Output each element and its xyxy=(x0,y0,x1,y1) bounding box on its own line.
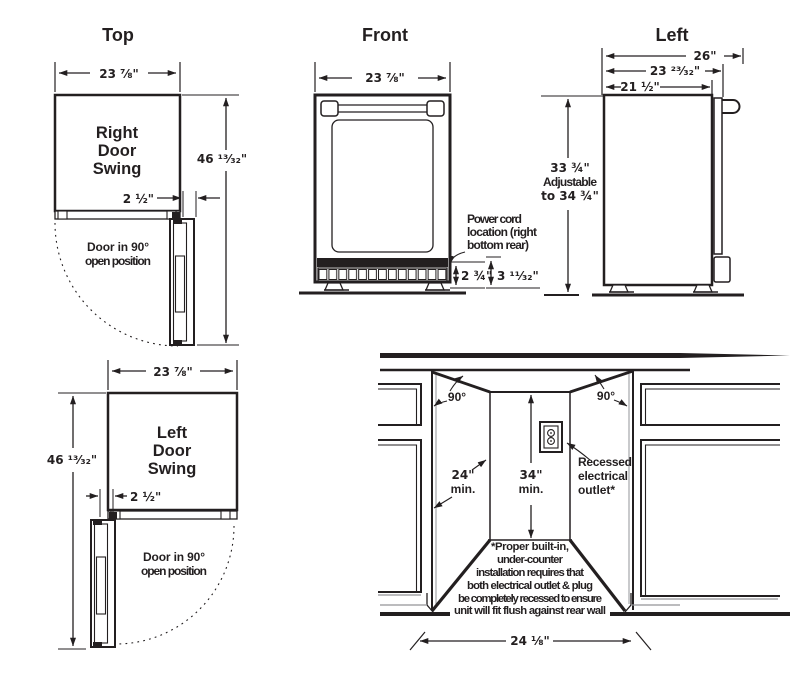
footnote-line: *Proper built-in, xyxy=(491,541,569,553)
side-depth-dimensions xyxy=(602,48,743,97)
angle-label: 90° xyxy=(447,390,467,404)
installation-width-label: 24 ⅛" xyxy=(510,634,550,648)
depth-door-label: 23 ²³⁄₃₂" xyxy=(649,64,701,78)
right-door-swing-label xyxy=(93,124,142,178)
door-note-line: Door in 90° xyxy=(143,550,205,564)
ls-height-dimension-label: 46 ¹³⁄₃₂" xyxy=(46,453,98,467)
top-width-dimension xyxy=(55,62,180,92)
countertop xyxy=(380,353,790,370)
swing-label-line: Left xyxy=(156,424,188,442)
door-note-line: open position xyxy=(141,564,207,578)
footnote-line: be completely recessed to ensure xyxy=(458,593,602,605)
height-min-callout xyxy=(519,395,544,538)
swing-label-line: Swing xyxy=(147,460,197,478)
front-view xyxy=(299,25,540,293)
ls-width-dimension-label: 23 ⅞" xyxy=(153,365,193,379)
outlet-label-line: outlet* xyxy=(578,483,615,497)
front-unit-outline xyxy=(315,95,450,282)
depth-body-label: 21 ½" xyxy=(620,80,660,94)
angle-label: 90° xyxy=(596,389,616,403)
footnote-line: installation requires that xyxy=(476,567,584,579)
angle-callout-left xyxy=(434,376,466,406)
outlet-label-line: electrical xyxy=(578,469,628,483)
front-base-dimensions xyxy=(450,257,540,288)
top-width-dimension-label: 23 ⅞" xyxy=(99,67,139,81)
power-cord-note-line: location (right xyxy=(467,225,537,239)
door-swing-arc xyxy=(116,526,234,644)
front-view-title: Front xyxy=(362,25,408,45)
swing-label-line: Door xyxy=(97,142,137,160)
front-kick-band xyxy=(317,258,448,267)
depth-overall-label: 26" xyxy=(693,49,717,63)
footnote-line: under-counter xyxy=(497,554,563,566)
side-view xyxy=(541,25,744,295)
electrical-outlet-icon xyxy=(540,422,562,452)
side-door-edge xyxy=(714,98,722,254)
installation-view xyxy=(378,353,790,650)
swing-label-line: Right xyxy=(95,124,139,142)
ls-door-gap-label: 2 ½" xyxy=(130,490,162,504)
depth-min-callout xyxy=(434,460,486,508)
top-view xyxy=(55,25,247,346)
height-note-line: Adjustable xyxy=(543,175,597,189)
ls-open-door xyxy=(91,520,115,647)
door-note-line: open position xyxy=(85,254,151,268)
top-door-note xyxy=(85,240,151,268)
ls-cabinet-front-strip xyxy=(108,511,237,519)
outlet-callout xyxy=(567,443,632,497)
height-note-line: 33 ¾" xyxy=(550,161,590,175)
outlet-label-line: Recessed xyxy=(578,455,632,469)
installation-width-dimension xyxy=(410,632,651,650)
kick-height-label: 2 ¾" xyxy=(461,269,493,283)
base-height-label: 3 ¹¹⁄₃₂" xyxy=(497,269,539,283)
right-cabinet-panels xyxy=(631,384,780,605)
height-min-line: 34" xyxy=(519,468,543,482)
left-cabinet-panels xyxy=(378,384,427,605)
top-cabinet-front-strip xyxy=(55,211,180,219)
front-width-dimension-label: 23 ⅞" xyxy=(365,71,405,85)
left-door-swing-view xyxy=(47,360,237,649)
footnote-line: both electrical outlet & plug xyxy=(467,580,593,592)
front-ventilation-grille xyxy=(318,268,447,281)
ls-width-dimension xyxy=(108,360,237,390)
depth-min-line: 24" xyxy=(451,468,475,482)
height-min-line: min. xyxy=(518,482,544,496)
power-cord-note-line: Power cord xyxy=(467,212,522,226)
side-view-title: Left xyxy=(655,25,689,45)
top-door-gap-label: 2 ½" xyxy=(122,192,154,206)
side-body-outline xyxy=(604,95,712,285)
installation-footnote xyxy=(450,541,610,617)
top-view-title: Top xyxy=(102,25,134,45)
door-note-line: Door in 90° xyxy=(87,240,149,254)
power-cord-note xyxy=(450,212,537,264)
side-door-handle xyxy=(722,100,740,113)
ls-door-note xyxy=(141,550,207,578)
footnote-line: unit will fit flush against rear wall xyxy=(454,605,606,617)
side-height-dimension xyxy=(541,96,604,292)
depth-min-line: min. xyxy=(450,482,476,496)
swing-label-line: Swing xyxy=(92,160,142,178)
top-height-dimension-label: 46 ¹³⁄₃₂" xyxy=(196,152,248,166)
height-note-line: to 34 ¾" xyxy=(541,189,599,203)
swing-label-line: Door xyxy=(152,442,192,460)
side-base-box xyxy=(714,257,730,282)
top-open-door xyxy=(170,219,194,345)
power-cord-note-line: bottom rear) xyxy=(467,238,529,252)
front-feet xyxy=(324,283,450,290)
front-width-dimension xyxy=(315,62,450,92)
